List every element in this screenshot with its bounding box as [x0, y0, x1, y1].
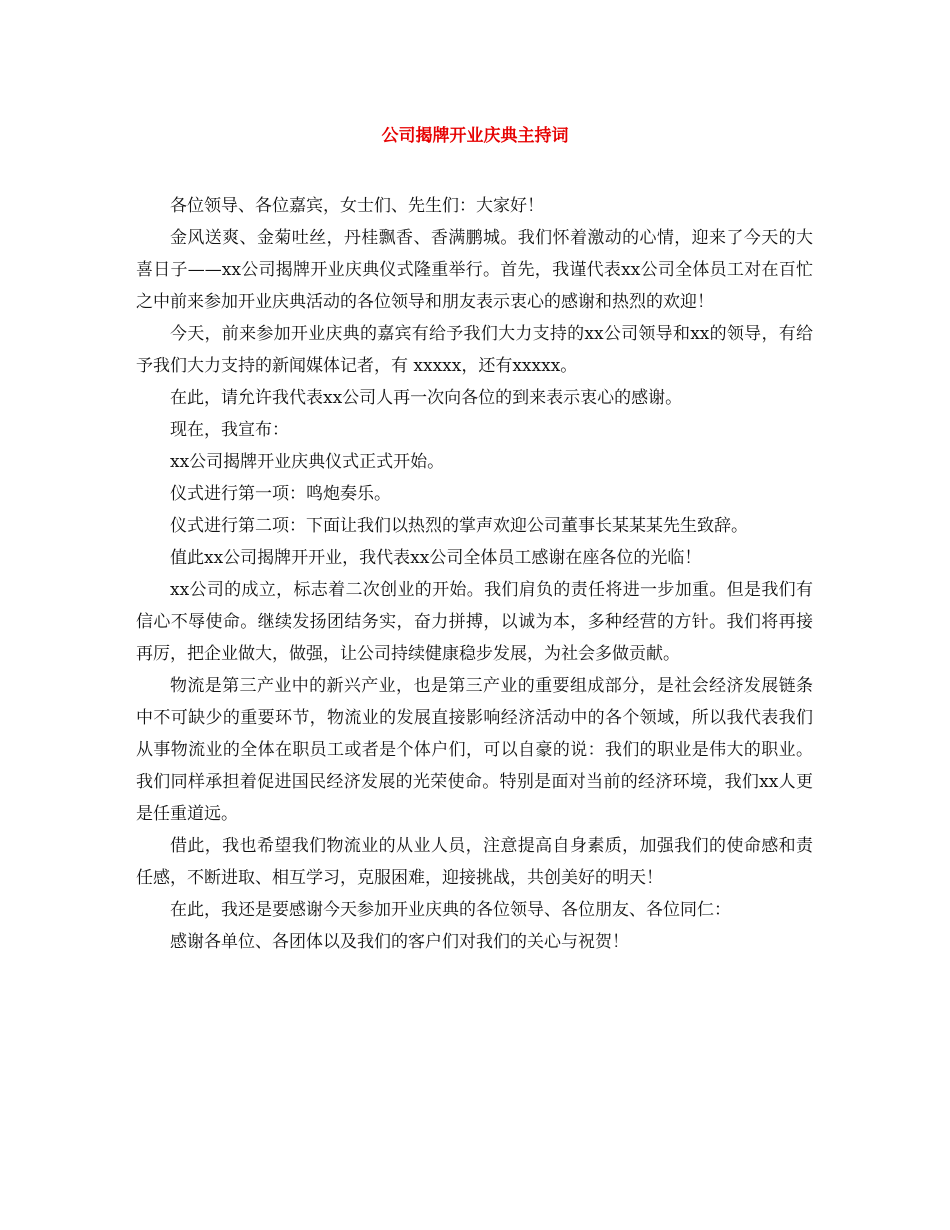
paragraph-closing: 感谢各单位、各团体以及我们的客户们对我们的关心与祝贺！ [170, 932, 629, 952]
paragraph-opening: 金风送爽、金菊吐丝，丹桂飘香、香满鹏城。我们怀着激动的心情，迎来了今天的大喜日子——xx公司揭牌开业庆典仪式隆重举行。首先，我谨代表xx公司全体员工对在百忙之中前来参加开业庆典活动的各位领导和朋友表示衷心的感谢和热烈的欢迎！ [136, 228, 813, 312]
paragraph-welcome: 值此xx公司揭牌开开业，我代表xx公司全体员工感谢在座各位的光临！ [170, 548, 702, 568]
paragraph-hope: 借此，我也希望我们物流业的从业人员，注意提高自身素质，加强我们的使命感和责任感，不断进取、相互学习，克服困难，迎接挑战，共创美好的明天！ [136, 836, 813, 888]
page-title: 公司揭牌开业庆典主持词 [381, 126, 569, 146]
paragraph-founding: xx公司的成立，标志着二次创业的开始。我们肩负的责任将进一步加重。但是我们有信心不辱使命。继续发扬团结务实，奋力拼搏，以诚为本，多种经营的方针。我们将再接再厉，把企业做大，做强，让公司持续健康稳步发展，为社会多做贡献。 [136, 580, 813, 664]
paragraph-greeting: 各位领导、各位嘉宾，女士们、先生们：大家好！ [170, 196, 544, 216]
paragraph-thanks: 在此，请允许我代表xx公司人再一次向各位的到来表示衷心的感谢。 [170, 388, 683, 408]
paragraph-gratitude: 在此，我还是要感谢今天参加开业庆典的各位领导、各位朋友、各位同仁： [170, 900, 731, 920]
paragraph-logistics: 物流是第三产业中的新兴产业，也是第三产业的重要组成部分，是社会经济发展链条中不可缺少的重要环节，物流业的发展直接影响经济活动中的各个领域，所以我代表我们从事物流业的全体在职员工或者是个体户们，可以自豪的说：我们的职业是伟大的职业。我们同样承担着促进国民经济发展的光荣使命。特别是面对当前的经济环境，我们xx人更是任重道远。 [136, 676, 813, 824]
paragraph-announce: 现在，我宣布： [170, 420, 289, 440]
paragraph-ceremony-start: xx公司揭牌开业庆典仪式正式开始。 [170, 452, 445, 472]
paragraph-item-one: 仪式进行第一项：鸣炮奏乐。 [170, 484, 391, 504]
paragraph-item-two: 仪式进行第二项：下面让我们以热烈的掌声欢迎公司董事长某某某先生致辞。 [170, 516, 748, 536]
paragraph-guests: 今天，前来参加开业庆典的嘉宾有给予我们大力支持的xx公司领导和xx的领导，有给予我们大力支持的新闻媒体记者，有 xxxxx，还有xxxxx。 [136, 324, 813, 376]
document-body [136, 190, 813, 958]
